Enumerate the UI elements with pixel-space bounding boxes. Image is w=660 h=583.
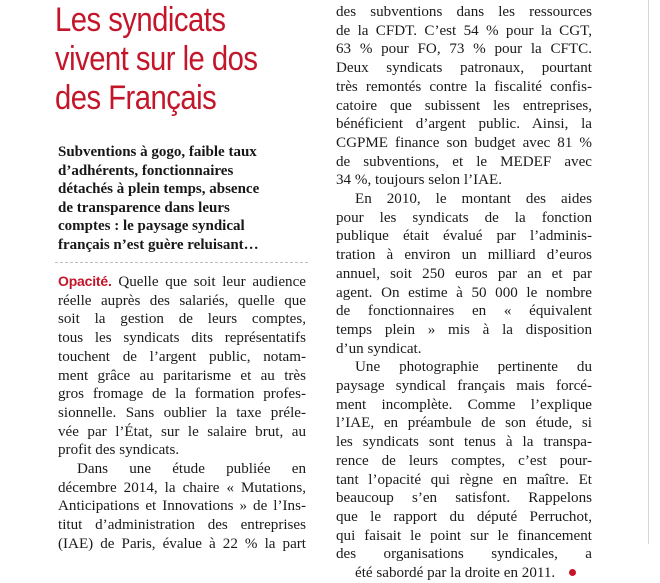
body-line: décembre 2014, la chaire « Mutations, [58,479,306,496]
body-line: catoire que subissent les entreprises, [336,97,592,114]
body-line: agent. On estime à 50 000 le nombre [336,284,592,301]
body-line: soit la gestion de leurs comptes, [58,311,306,328]
lead-line: détachés à plein temps, absence [58,181,260,198]
section-divider [55,262,308,263]
body-line: sionnelle. Sans oublier la taxe préle- [58,404,306,421]
body-line: Anticipations et Innovations » de l’Ins- [58,498,306,515]
lead-line: comptes : le paysage syndical [58,218,245,235]
article-lead [58,143,301,255]
headline-line: vivent sur le dos [55,40,258,78]
article-headline [55,1,273,118]
body-line [58,272,306,292]
left-column [55,0,308,552]
body-line: très remontés contre la fiscalité confis- [336,78,592,95]
body-line: (IAE) de Paris, évalue à 22 % la part [58,535,306,552]
body-line: 34 %, toujours selon l’IAE. [336,172,503,189]
page-edge-rule [648,0,649,544]
right-column [336,0,592,582]
lead-line: d’adhérents, fonctionnaires [58,162,234,179]
body-line: pour les syndicats de la fonction [336,209,592,226]
body-line-text: été sabordé par la droite en 2011. [355,565,556,582]
lead-line: de transparence dans leurs [58,199,230,216]
body-line: touchent de l’argent public, notam- [58,348,306,365]
body-line: tous les syndicats dits représentatifs [58,330,306,347]
body-line: ment grâce au paritarisme et au très [58,367,306,384]
section-kicker: Opacité. [58,273,112,289]
body-line: qui faisait le point sur le financement [336,527,592,544]
body-line: annuel, soit 250 euros par an et par [336,265,592,282]
body-line: beaucoup s’en satisfont. Rappelons [336,490,592,507]
lead-line: français n’est guère reluisant… [58,236,259,253]
body-line: rence de leurs comptes, c’est pour- [336,452,592,469]
lead-line: Subventions à gogo, faible taux [58,144,257,160]
body-line: les syndicats sont tenus à la transpa- [336,434,592,451]
body-line: Une photographie pertinente du [355,359,592,376]
body-line: temps plein » mis à la disposition [336,321,592,338]
body-line: que le rapport du député Perruchot, [336,508,592,525]
body-line [336,564,592,583]
headline-line: des Français [55,79,217,117]
body-line: Deux syndicats patronaux, pourtant [336,60,592,77]
body-line: titut d’administration des entreprises [58,517,306,534]
body-line: des organisations syndicales, a [336,546,592,563]
body-line: vée par l’État, sur le salaire brut, au [58,423,306,440]
body-line: publique était évalué par l’adminis- [336,228,592,245]
left-body-text [58,272,306,554]
body-line: de subventions, et le MEDEF avec [336,153,592,170]
body-line: bénéficient d’argent public. Ainsi, la [336,116,592,133]
body-line: des subventions dans les ressources [336,4,592,20]
body-line: profit des syndicats. [58,442,180,459]
body-line: de la CFDT. C’est 54 % pour la CGT, [336,22,592,39]
body-line: tration à environ un milliard d’euros [336,247,592,264]
body-line: de fonctionnaires en « équivalent [336,303,592,320]
headline-line: Les syndicats [55,1,226,39]
body-line: 63 % pour FO, 73 % pour la CFTC. [336,41,592,58]
body-line: l’IAE, en préambule de son étude, si [336,415,592,432]
body-line: paysage syndical français mais forcé- [336,378,592,395]
body-line-text: Quelle que soit leur audience [111,274,306,290]
body-line: ment incomplète. Comme l’explique [336,396,592,413]
body-line: tant l’opacité qui règne en maître. Et [336,471,592,488]
body-line: réelle auprès des salariés, quelle que [58,292,306,309]
body-line: CGPME finance son budget avec 81 % [336,134,592,151]
article-end-dot-icon [569,569,576,576]
body-line: En 2010, le montant des aides [355,191,592,208]
right-body-text [336,3,592,583]
body-line: d’un syndicat. [336,340,422,357]
body-line: gros fromage de la formation profes- [58,386,306,403]
body-line: Dans une étude publiée en [77,461,306,478]
